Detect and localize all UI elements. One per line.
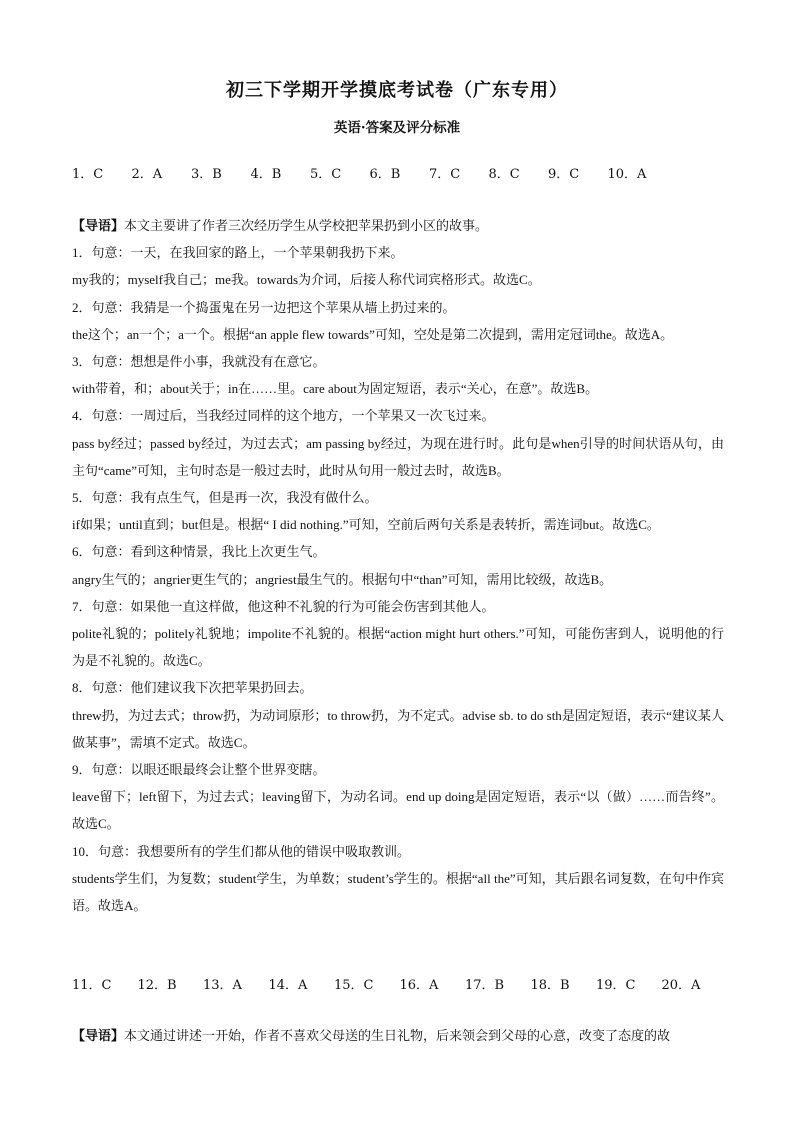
answer-item: 4．B: [250, 167, 282, 182]
page-subtitle: 英语·答案及评分标准: [333, 120, 461, 136]
question-sentence: 5．句意：我有点生气，但是再一次，我没有做什么。: [72, 490, 378, 506]
question-explanation: leave留下；left留下，为过去式；leaving留下，为动名词。end up doing是固定短语，表示“以（做）……而告终”。故选C。: [72, 789, 724, 832]
question-sentence: 1．句意：一天，在我回家的路上，一个苹果朝我扔下来。: [72, 245, 404, 261]
guide-paragraph: [72, 212, 724, 239]
question-explanation: angry生气的；angrier更生气的；angriest最生气的。根据句中“than”可知，需用比较级，故选B。: [72, 571, 613, 587]
answer-item: 15．C: [334, 978, 374, 993]
question-explanation: pass by经过；passed by经过，为过去式；am passing by经过，为现在进行时。此句是when引导的时间状语从句，由主句“came”可知，主句时态是一般过去时，此时从句用一般过去时，故选B。: [72, 435, 724, 478]
answer-item: 2．A: [131, 167, 163, 182]
question-sentence: 4．句意：一周过后，当我经过同样的这个地方，一个苹果又一次飞过来。: [72, 408, 495, 424]
guide-paragraph-2: [72, 1022, 724, 1049]
question-explanation: threw扔，为过去式；throw扔，为动词原形；to throw扔，为不定式。advise sb. to do sth是固定短语，表示“建议某人做某事”，需填不定式。故选C。: [72, 707, 724, 750]
page-title: 初三下学期开学摸底考试卷（广东专用）: [226, 80, 568, 101]
answer-item: 20．A: [661, 978, 701, 993]
answer-item: 10．A: [607, 167, 647, 182]
question-explanation: polite礼貌的；politely礼貌地；impolite不礼貌的。根据“action might hurt others.”可知，可能伤害到人，说明他的行为是不礼貌的。故选C。: [72, 626, 724, 669]
answer-item: 6．B: [369, 167, 401, 182]
guide-label: 【导语】: [72, 1028, 125, 1043]
question-sentence: 10．句意：我想要所有的学生们都从他的错误中吸取教训。: [72, 843, 411, 859]
answer-item: 12．B: [137, 978, 177, 993]
explanation-section: [72, 212, 724, 919]
answer-key-row-1: [72, 163, 732, 182]
answer-item: 16．A: [399, 978, 439, 993]
question-sentence: 6．句意：看到这种情景，我比上次更生气。: [72, 544, 326, 560]
guide-text: 本文主要讲了作者三次经历学生从学校把苹果扔到小区的故事。: [124, 218, 489, 233]
question-sentence: 3．句意：想想是件小事，我就没有在意它。: [72, 354, 326, 370]
guide-label: 【导语】: [72, 218, 125, 233]
answer-item: 1．C: [72, 167, 104, 182]
question-explanation: if如果；until直到；but但是。根据“ I did nothing.”可知，空前后两句关系是表转折，需连词but。故选C。: [72, 517, 660, 533]
answer-item: 7．C: [429, 167, 461, 182]
answer-item: 17．B: [465, 978, 505, 993]
answer-item: 3．B: [191, 167, 222, 182]
answer-item: 8．C: [488, 167, 520, 182]
answer-item: 5．C: [310, 167, 342, 182]
question-explanation: with带着，和；about关于；in在……里。care about为固定短语，表示“关心，在意”。故选B。: [72, 381, 599, 397]
question-sentence: 9．句意：以眼还眼最终会让整个世界变瞎。: [72, 762, 326, 778]
answer-item: 14．A: [268, 978, 308, 993]
answer-item: 9．C: [548, 167, 580, 182]
question-explanation: my我的；myself我自己；me我。towards为介词，后接人称代词宾格形式。故选C。: [72, 272, 541, 288]
answer-item: 11．C: [72, 978, 112, 993]
question-sentence: 7．句意：如果他一直这样做，他这种不礼貌的行为可能会伤害到其他人。: [72, 598, 495, 614]
guide-text: 本文通过讲述一开始，作者不喜欢父母送的生日礼物，后来领会到父母的心意，改变了态度的故: [124, 1028, 671, 1043]
answer-item: 18．B: [530, 978, 570, 993]
question-explanation: students学生们，为复数；student学生，为单数；student’s学生的。根据“all the”可知，其后跟名词复数，在句中作宾语。故选A。: [72, 870, 724, 914]
question-explanation: the这个；an一个；a一个。根据“an apple flew towards”可知，空处是第二次提到，需用定冠词the。故选A。: [72, 326, 674, 342]
answer-item: 13．A: [203, 978, 242, 993]
question-sentence: 8．句意：他们建议我下次把苹果扔回去。: [72, 680, 313, 696]
answer-key-row-2: [72, 974, 732, 993]
answer-item: 19．C: [596, 978, 636, 993]
question-sentence: 2．句意：我猜是一个捣蛋鬼在另一边把这个苹果从墙上扔过来的。: [72, 299, 456, 315]
